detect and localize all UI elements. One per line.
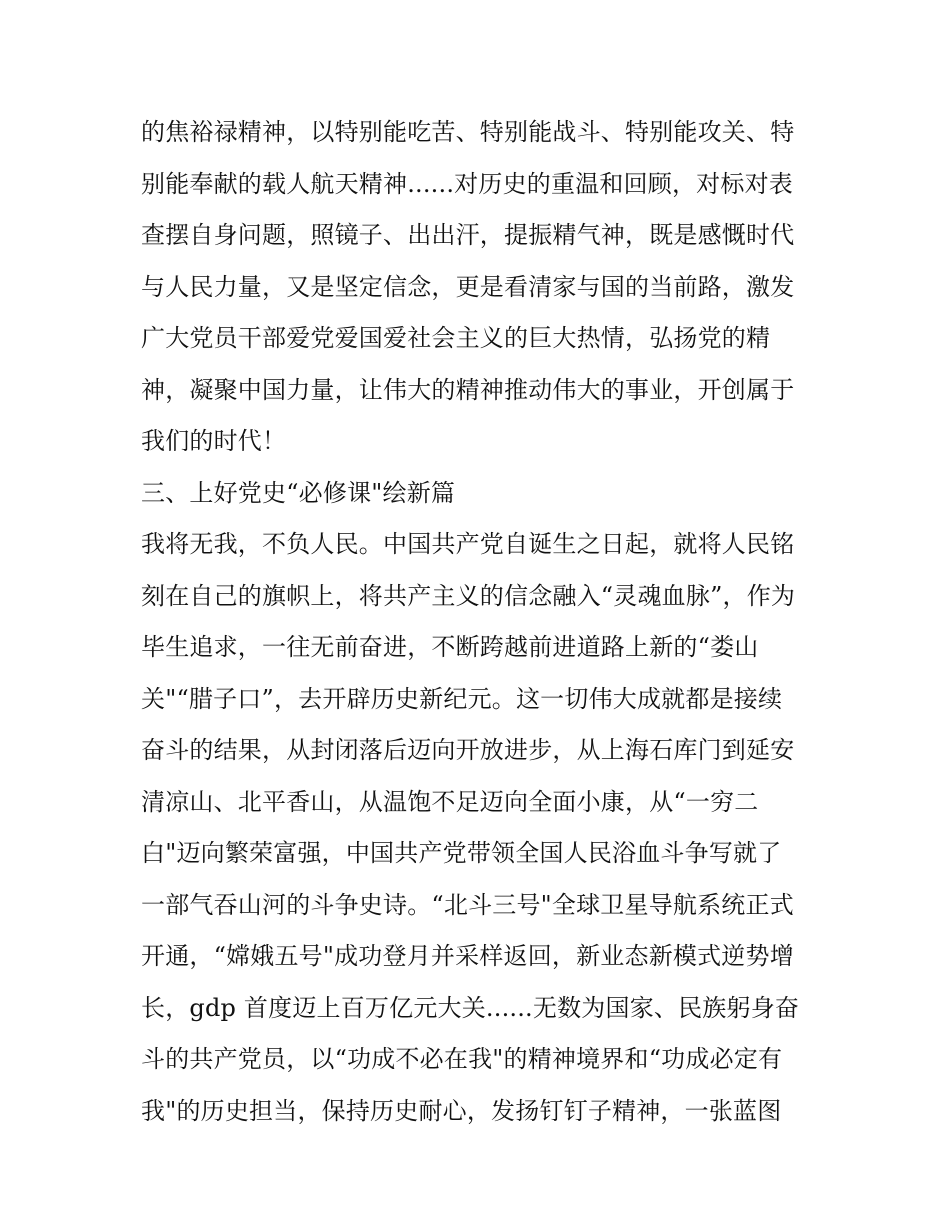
text-line: 我将无我，不负人民。中国共产党自诞生之日起，就将人民铭: [141, 530, 795, 558]
text-line: 刻在自己的旗帜上，将共产主义的信念融入“灵魂血脉”，作为: [141, 581, 796, 610]
text-line: 斗的共产党员，以“功成不必在我"的精神境界和“功成必定有: [141, 1045, 783, 1073]
section-heading: 三、上好党史“必修课"绘新篇: [141, 478, 456, 507]
text-line: 奋斗的结果，从封闭落后迈向开放进步，从上海石库门到延安: [141, 736, 795, 764]
text-line: 关"“腊子口”，去开辟历史新纪元。这一切伟大成就都是接续: [141, 684, 783, 713]
text-line: 清凉山、北平香山，从温饱不足迈向全面小康，从“一穷二: [141, 787, 759, 816]
text-line: 我们的时代！: [141, 427, 287, 455]
text-line: 一部气吞山河的斗争史诗。“北斗三号"全球卫星导航系统正式: [141, 890, 794, 919]
text-line: 的焦裕禄精神，以特别能吃苦、特别能战斗、特别能攻关、特: [141, 118, 795, 146]
text-line: 与人民力量，又是坚定信念，更是看清家与国的当前路，激发: [141, 272, 795, 301]
text-line: 我"的历史担当，保持历史耐心，发扬钉钉子精神，一张蓝图: [141, 1096, 782, 1125]
text-line: 白"迈向繁荣富强，中国共产党带领全国人民浴血斗争写就了: [141, 839, 782, 867]
text-line: 神，凝聚中国力量，让伟大的精神推动伟大的事业，开创属于: [141, 375, 795, 404]
text-line: 开通，“嫦娥五号"成功登月并采样返回，新业态新模式逆势增: [141, 942, 794, 970]
text-line: 长，gdp 首度迈上百万亿元大关......无数为国家、民族躬身奋: [141, 993, 800, 1022]
text-line: 毕生追求，一往无前奋进，不断跨越前进道路上新的“娄山: [141, 633, 759, 661]
text-line: 查摆自身问题，照镜子、出出汗，提振精气神，既是感慨时代: [141, 221, 795, 249]
body-text: [141, 107, 831, 1137]
text-line: 别能奉献的载人航天精神......对历史的重温和回顾，对标对表: [141, 169, 793, 198]
text-line: 广大党员干部爱党爱国爱社会主义的巨大热情，弘扬党的精: [141, 324, 771, 352]
